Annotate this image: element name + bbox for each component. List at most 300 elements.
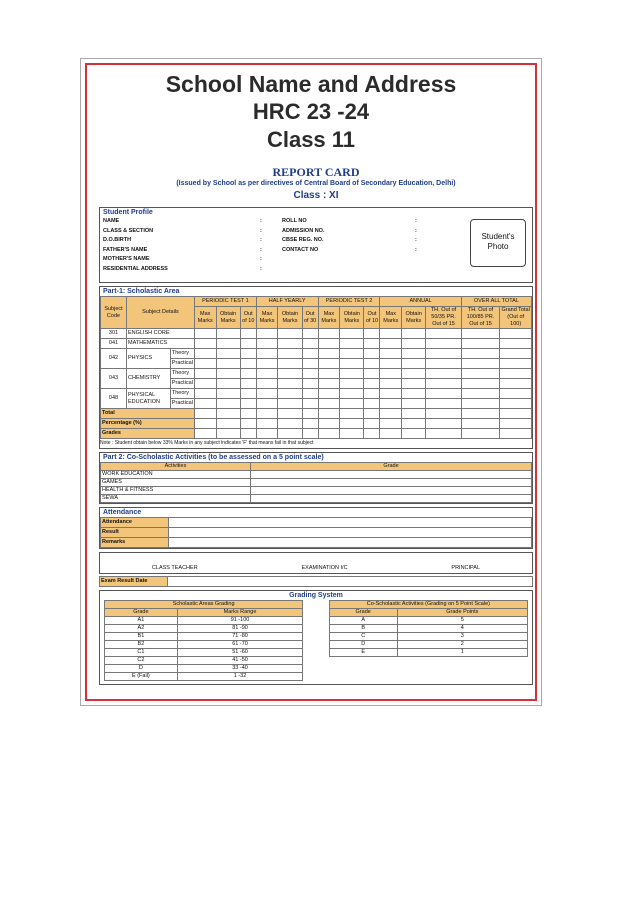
mark-cell (194, 349, 216, 359)
signatures-box (99, 552, 533, 574)
mark-cell (402, 369, 426, 379)
activity-grade (251, 479, 532, 487)
mark-cell (216, 379, 240, 389)
half-yearly-header: HALF YEARLY (256, 297, 318, 307)
mark-cell (256, 339, 278, 349)
session-heading: HRC 23 -24 (252, 99, 370, 124)
profile-field-label: ADMISSION NO. (282, 227, 325, 234)
table-row (329, 633, 527, 641)
mark-cell (364, 329, 380, 339)
fail-note: Note : Student obtain below 33% Marks in any subject indicates 'F' that means fail in that subject (100, 440, 314, 446)
hy-max: Max Marks (256, 307, 278, 329)
mark-cell (364, 349, 380, 359)
mark-cell (302, 349, 318, 359)
profile-field-label: CONTACT NO (282, 246, 319, 253)
mark-cell (216, 359, 240, 369)
activity-name: WORK EDUCATION (101, 471, 251, 479)
report-card-sheet (99, 165, 533, 685)
mark-cell (340, 369, 364, 379)
grade-cell: C (329, 633, 397, 641)
grade-cell: B2 (105, 641, 178, 649)
mark-cell (240, 399, 256, 409)
hy-out: Out of 30 (302, 307, 318, 329)
grade-points-cell: 1 (397, 649, 527, 657)
mark-cell (318, 359, 340, 369)
mark-cell (380, 379, 402, 389)
table-row (105, 641, 303, 649)
class-teacher-sign: CLASS TEACHER (151, 565, 198, 571)
mark-cell (364, 359, 380, 369)
remarks-value (169, 538, 532, 548)
mark-cell (216, 409, 240, 419)
total-label: Total (101, 409, 195, 419)
mark-cell (380, 409, 402, 419)
mark-cell (340, 349, 364, 359)
subject-name: PHYSICS (127, 349, 171, 369)
mark-cell (426, 389, 461, 399)
cg-grade-col: Grade (329, 609, 397, 617)
overall-th-out: TH. Out of 100/85 PR. Out of 15 (461, 307, 500, 329)
attendance-heading: Attendance (103, 509, 142, 516)
subject-code: 043 (101, 369, 127, 389)
overall-total-header: OVER ALL TOTAL (461, 297, 531, 307)
class-heading: Class 11 (266, 127, 356, 152)
report-card-title: REPORT CARD (272, 165, 360, 179)
mark-cell (194, 429, 216, 439)
mark-cell (302, 419, 318, 429)
student-profile-box (99, 207, 533, 283)
activity-name: GAMES (101, 479, 251, 487)
examination-ic-sign: EXAMINATION I/C (301, 565, 348, 571)
scholastic-grading-title: Scholastic Areas Grading (105, 601, 303, 609)
mark-cell (194, 419, 216, 429)
mark-cell (402, 389, 426, 399)
mark-cell (402, 359, 426, 369)
practical-label: Practical (170, 379, 194, 389)
co-grading-title: Co-Scholastic Activities (Grading on 5 Point Scale) (329, 601, 527, 609)
activity-name: SEWA (101, 495, 251, 503)
mark-cell (500, 339, 532, 349)
table-row (105, 673, 303, 681)
photo-label-1: Student's (481, 232, 515, 241)
subject-name: CHEMISTRY (127, 369, 171, 389)
school-name-heading: School Name and Address (165, 71, 457, 97)
profile-field-colon: : (415, 218, 417, 224)
grade-cell: C2 (105, 657, 178, 665)
table-row (105, 617, 303, 625)
annual-header: ANNUAL (380, 297, 461, 307)
pt1-header: PERIODIC TEST 1 (194, 297, 256, 307)
activity-grade (251, 495, 532, 503)
marks-range-cell: 91 -100 (177, 617, 302, 625)
mark-cell (240, 329, 256, 339)
mark-cell (216, 389, 240, 399)
grading-system-title: Grading System (289, 592, 343, 599)
mark-cell (500, 429, 532, 439)
pt2-obtain: Obtain Marks (340, 307, 364, 329)
table-row (329, 625, 527, 633)
mark-cell (194, 379, 216, 389)
principal-sign: PRINCIPAL (451, 565, 481, 571)
mark-cell (461, 419, 500, 429)
subject-code-header: Subject Code (101, 297, 127, 329)
mark-cell (318, 329, 340, 339)
mark-cell (302, 369, 318, 379)
activity-name: HEALTH & FITNESS (101, 487, 251, 495)
mark-cell (402, 409, 426, 419)
co-scholastic-box (99, 452, 533, 504)
mark-cell (302, 359, 318, 369)
mark-cell (240, 429, 256, 439)
profile-field-label: MOTHER'S NAME (103, 256, 150, 262)
subject-name: ENGLISH CORE (127, 329, 195, 339)
profile-field-label: ROLL NO (282, 218, 307, 224)
profile-field-colon: : (260, 246, 262, 253)
summary-row (101, 429, 532, 439)
mark-cell (194, 339, 216, 349)
activity-grade (251, 471, 532, 479)
grade-cell: C1 (105, 649, 178, 657)
scholastic-grading-table (104, 600, 303, 681)
mark-cell (302, 339, 318, 349)
mark-cell (340, 329, 364, 339)
mark-cell (380, 359, 402, 369)
marks-range-cell: 61 -70 (177, 641, 302, 649)
mark-cell (340, 359, 364, 369)
grade-cell: D (329, 641, 397, 649)
mark-cell (278, 349, 302, 359)
mark-cell (216, 429, 240, 439)
mark-cell (426, 359, 461, 369)
mark-cell (256, 359, 278, 369)
mark-cell (402, 339, 426, 349)
mark-cell (256, 389, 278, 399)
theory-label: Theory (170, 389, 194, 399)
table-row (101, 349, 532, 359)
grading-system-box (99, 590, 533, 685)
attendance-box (99, 507, 533, 549)
mark-cell (340, 389, 364, 399)
mark-cell (216, 339, 240, 349)
mark-cell (216, 369, 240, 379)
scholastic-area-box (99, 286, 533, 449)
mark-cell (500, 379, 532, 389)
mark-cell (380, 369, 402, 379)
cg-points-col: Grade Points (397, 609, 527, 617)
mark-cell (278, 409, 302, 419)
mark-cell (461, 429, 500, 439)
annual-max: Max Marks (380, 307, 402, 329)
mark-cell (364, 339, 380, 349)
report-card-subtitle: (Issued by School as per directives of Central Board of Secondary Education, Delhi) (176, 180, 456, 187)
mark-cell (240, 409, 256, 419)
scholastic-table (100, 296, 532, 439)
marks-range-cell: 81 -90 (177, 625, 302, 633)
mark-cell (461, 349, 500, 359)
mark-cell (426, 409, 461, 419)
mark-cell (340, 429, 364, 439)
mark-cell (302, 409, 318, 419)
mark-cell (278, 429, 302, 439)
mark-cell (318, 409, 340, 419)
mark-cell (500, 359, 532, 369)
exam-result-date-table (99, 576, 533, 587)
table-row (101, 487, 532, 495)
mark-cell (426, 369, 461, 379)
mark-cell (318, 389, 340, 399)
mark-cell (500, 409, 532, 419)
mark-cell (461, 329, 500, 339)
scholastic-heading: Part-1: Scholastic Area (103, 288, 180, 295)
annual-th-out: TH. Out of 50/35 PR. Out of 15 (426, 307, 461, 329)
mark-cell (402, 419, 426, 429)
marks-range-cell: 33 -40 (177, 665, 302, 673)
grade-points-cell: 2 (397, 641, 527, 649)
mark-cell (194, 399, 216, 409)
mark-cell (278, 339, 302, 349)
attendance-label: Attendance (101, 518, 169, 528)
mark-cell (364, 429, 380, 439)
mark-cell (461, 379, 500, 389)
profile-field-label: CBSE REG. NO. (282, 237, 324, 243)
grade-cell: A1 (105, 617, 178, 625)
mark-cell (318, 429, 340, 439)
mark-cell (340, 379, 364, 389)
grand-total-header: Grand Total (Out of 100) (501, 307, 530, 327)
mark-cell (302, 429, 318, 439)
mark-cell (426, 339, 461, 349)
hy-obtain: Obtain Marks (278, 307, 302, 329)
marks-range-cell: 71 -80 (177, 633, 302, 641)
co-scholastic-heading: Part 2: Co-Scholastic Activities (to be assessed on a 5 point scale) (103, 454, 324, 461)
mark-cell (240, 369, 256, 379)
mark-cell (461, 399, 500, 409)
grade-cell: E (Fail) (105, 673, 178, 681)
table-row (101, 339, 532, 349)
pt2-header: PERIODIC TEST 2 (318, 297, 380, 307)
subject-code: 042 (101, 349, 127, 369)
mark-cell (461, 409, 500, 419)
mark-cell (302, 389, 318, 399)
profile-field-label: D.O.BIRTH (103, 237, 132, 243)
mark-cell (402, 329, 426, 339)
mark-cell (216, 399, 240, 409)
exam-result-date-label: Exam Result Date (100, 577, 168, 587)
mark-cell (461, 389, 500, 399)
mark-cell (364, 369, 380, 379)
red-border (85, 63, 537, 701)
marks-range-cell: 51 -60 (177, 649, 302, 657)
mark-cell (380, 429, 402, 439)
grade-points-cell: 5 (397, 617, 527, 625)
table-row (329, 649, 527, 657)
subject-name: MATHEMATICS (127, 339, 195, 349)
mark-cell (461, 359, 500, 369)
mark-cell (318, 419, 340, 429)
table-row (105, 649, 303, 657)
mark-cell (240, 349, 256, 359)
mark-cell (426, 349, 461, 359)
grade-points-cell: 4 (397, 625, 527, 633)
mark-cell (216, 349, 240, 359)
profile-field-colon: : (415, 227, 417, 234)
mark-cell (318, 379, 340, 389)
grade-cell: B (329, 625, 397, 633)
pt1-obtain: Obtain Marks (216, 307, 240, 329)
mark-cell (256, 399, 278, 409)
mark-cell (240, 379, 256, 389)
theory-label: Theory (170, 369, 194, 379)
mark-cell (380, 339, 402, 349)
mark-cell (500, 369, 532, 379)
mark-cell (461, 369, 500, 379)
grades-label: Grades (101, 429, 195, 439)
mark-cell (461, 339, 500, 349)
profile-field-colon: : (260, 265, 262, 272)
subject-details-header: Subject Details (127, 297, 195, 329)
mark-cell (500, 349, 532, 359)
profile-field-colon: : (415, 246, 417, 253)
sg-marks-col: Marks Range (177, 609, 302, 617)
mark-cell (278, 419, 302, 429)
photo-label-2: Photo (487, 242, 509, 251)
summary-row (101, 419, 532, 429)
mark-cell (380, 349, 402, 359)
mark-cell (318, 399, 340, 409)
subject-code: 301 (101, 329, 127, 339)
mark-cell (380, 399, 402, 409)
sg-grade-col: Grade (105, 609, 178, 617)
mark-cell (216, 329, 240, 339)
grade-cell: A (329, 617, 397, 625)
mark-cell (364, 399, 380, 409)
mark-cell (340, 399, 364, 409)
mark-cell (500, 399, 532, 409)
profile-field-label: FATHER'S NAME (103, 246, 148, 253)
mark-cell (318, 339, 340, 349)
mark-cell (194, 369, 216, 379)
mark-cell (278, 369, 302, 379)
grade-header: Grade (251, 463, 532, 471)
activities-header: Activities (101, 463, 251, 471)
mark-cell (194, 389, 216, 399)
table-row (101, 471, 532, 479)
table-row (105, 625, 303, 633)
mark-cell (302, 329, 318, 339)
pt2-max: Max Marks (318, 307, 340, 329)
marks-range-cell: 41 -50 (177, 657, 302, 665)
mark-cell (426, 429, 461, 439)
mark-cell (340, 339, 364, 349)
practical-label: Practical (170, 399, 194, 409)
mark-cell (256, 409, 278, 419)
mark-cell (256, 379, 278, 389)
grade-cell: D (105, 665, 178, 673)
mark-cell (240, 339, 256, 349)
mark-cell (256, 419, 278, 429)
student-photo-box (470, 219, 526, 267)
mark-cell (256, 369, 278, 379)
mark-cell (318, 369, 340, 379)
mark-cell (500, 329, 532, 339)
summary-row (101, 409, 532, 419)
activity-grade (251, 487, 532, 495)
profile-field-colon: : (260, 227, 262, 234)
pt1-out: Out of 10 (240, 307, 256, 329)
profile-field-label: CLASS & SECTION (103, 227, 154, 234)
profile-field-colon: : (260, 256, 262, 262)
table-row (105, 657, 303, 665)
page-frame (80, 58, 542, 706)
mark-cell (402, 349, 426, 359)
mark-cell (302, 399, 318, 409)
mark-cell (402, 399, 426, 409)
mark-cell (402, 429, 426, 439)
profile-field-label: NAME (103, 218, 120, 224)
profile-field-label: RESIDENTIAL ADDRESS (103, 265, 168, 272)
report-card-class: Class : XI (293, 190, 339, 201)
practical-label: Practical (170, 359, 194, 369)
mark-cell (194, 329, 216, 339)
table-row (329, 617, 527, 625)
mark-cell (278, 379, 302, 389)
remarks-label: Remarks (101, 538, 169, 548)
mark-cell (278, 359, 302, 369)
pt2-out: Out of 10 (364, 307, 380, 329)
table-row (101, 389, 532, 399)
mark-cell (240, 389, 256, 399)
result-value (169, 528, 532, 538)
table-row (329, 641, 527, 649)
mark-cell (340, 419, 364, 429)
mark-cell (278, 389, 302, 399)
mark-cell (240, 419, 256, 429)
mark-cell (402, 379, 426, 389)
mark-cell (216, 419, 240, 429)
result-label: Result (101, 528, 169, 538)
mark-cell (318, 349, 340, 359)
mark-cell (364, 419, 380, 429)
grade-points-cell: 3 (397, 633, 527, 641)
mark-cell (500, 419, 532, 429)
attendance-value (169, 518, 532, 528)
mark-cell (500, 389, 532, 399)
mark-cell (364, 389, 380, 399)
mark-cell (380, 329, 402, 339)
mark-cell (364, 379, 380, 389)
co-grading-table (329, 600, 528, 657)
mark-cell (426, 399, 461, 409)
mark-cell (380, 419, 402, 429)
pt1-max: Max Marks (194, 307, 216, 329)
table-row (101, 495, 532, 503)
mark-cell (380, 389, 402, 399)
mark-cell (194, 359, 216, 369)
table-row (105, 665, 303, 673)
subject-name: PHYSICAL EDUCATION (127, 389, 171, 409)
grade-cell: B1 (105, 633, 178, 641)
table-row (105, 633, 303, 641)
mark-cell (256, 429, 278, 439)
mark-cell (256, 329, 278, 339)
student-profile-heading: Student Profile (103, 209, 153, 216)
co-scholastic-table (100, 462, 532, 503)
table-row (101, 329, 532, 339)
table-row (101, 479, 532, 487)
subject-code: 048 (101, 389, 127, 409)
mark-cell (364, 409, 380, 419)
grade-cell: E (329, 649, 397, 657)
